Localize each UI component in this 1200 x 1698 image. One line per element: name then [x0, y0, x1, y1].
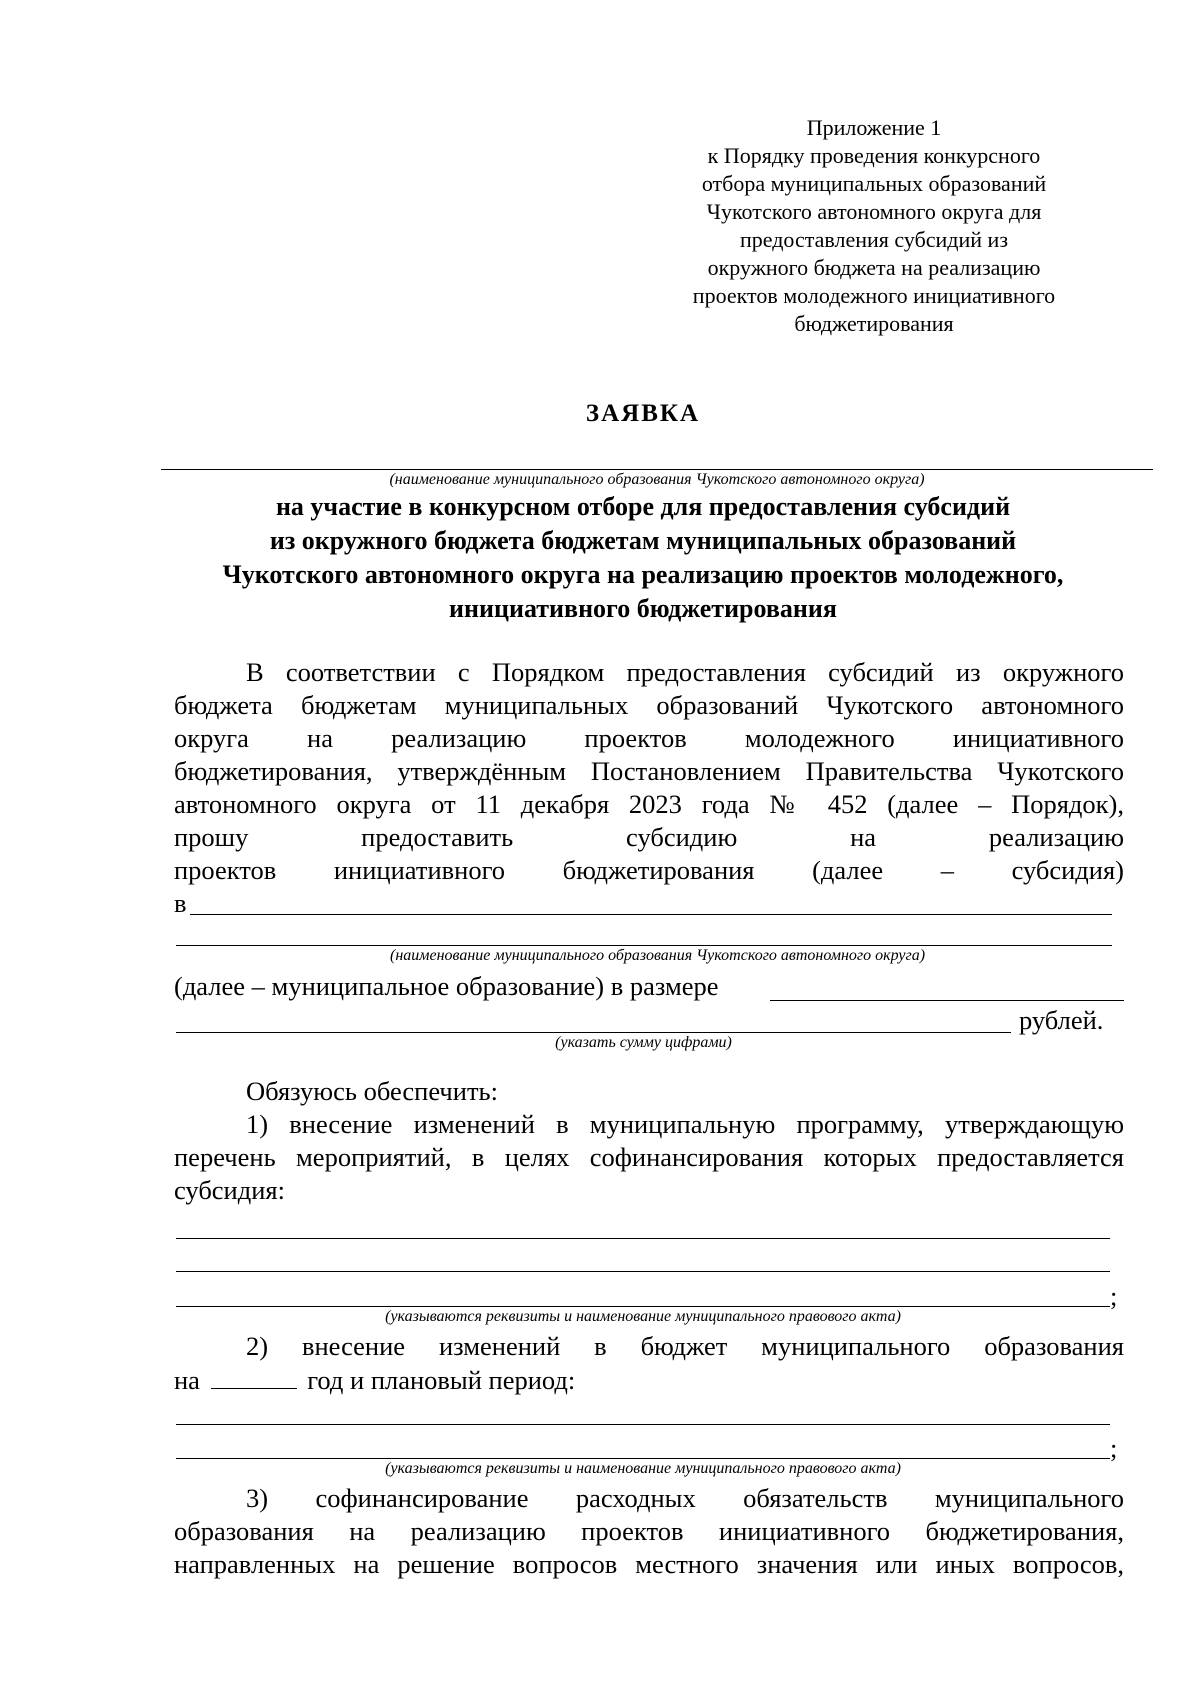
item3-line: 3) софинансирование расходных обязательств муниципального — [246, 1483, 1124, 1513]
year-field[interactable] — [211, 1364, 297, 1389]
item2-line2 — [174, 1364, 575, 1397]
obligations-intro: Обязуюсь обеспечить: — [246, 1076, 498, 1106]
municipality-name-field[interactable] — [161, 469, 1153, 470]
item2-semicolon: ; — [1110, 1433, 1118, 1463]
item1-semicolon: ; — [1110, 1281, 1118, 1311]
body-line: В соответствии с Порядком предоставления субсидий из окружного — [246, 657, 1124, 687]
appendix-line: отбора муниципальных образований — [701, 171, 1047, 196]
body-line: округа на реализацию проектов молодежного инициативного — [174, 723, 1124, 753]
appendix-line: к Порядку проведения конкурсного — [707, 143, 1041, 168]
body-line: автономного округа от 11 декабря 2023 года № 452 (далее – Порядок), — [174, 789, 1124, 819]
document-title: ЗАЯВКА — [585, 400, 701, 427]
budget-act-field-line2[interactable] — [176, 1458, 1110, 1459]
item3-line: направленных на решение вопросов местного значения или иных вопросов, — [174, 1549, 1124, 1579]
amount-field-continued[interactable] — [176, 1032, 1011, 1033]
act-caption-1: (указываются реквизиты и наименование муниципального правового акта) — [385, 1308, 901, 1325]
act-caption-2: (указываются реквизиты и наименование муниципального правового акта) — [385, 1460, 901, 1477]
item2-na: на — [174, 1365, 200, 1395]
appendix-header — [674, 114, 1074, 338]
item2-line: 2) внесение изменений в бюджет муниципального образования — [246, 1331, 1124, 1361]
document-subtitle — [130, 490, 1156, 626]
body-line: прошу предоставить субсидию на реализацию — [174, 822, 1124, 852]
item3-line: образования на реализацию проектов инициативного бюджетирования, — [174, 1516, 1124, 1546]
appendix-line: окружного бюджета на реализацию — [707, 255, 1041, 280]
amount-field[interactable] — [770, 1000, 1124, 1001]
item1-line: перечень мероприятий, в целях софинансирования которых предоставляется — [174, 1142, 1124, 1172]
act-field-line2[interactable] — [176, 1271, 1110, 1272]
item1-last: субсидия: — [174, 1175, 285, 1205]
subtitle-line: из окружного бюджета бюджетам муниципальных образований — [269, 526, 1017, 555]
municipality-caption-2: (наименование муниципального образования Чукотского автономного округа) — [390, 947, 926, 964]
amount-caption: (указать сумму цифрами) — [555, 1034, 732, 1051]
act-field-line3[interactable] — [176, 1306, 1110, 1307]
body-line: проектов инициативного бюджетирования (далее – субсидия) — [174, 855, 1124, 885]
municipality-field-line1[interactable] — [190, 914, 1112, 915]
item2-rest: год и плановый период: — [307, 1365, 576, 1395]
body-in-prefix: в — [174, 888, 187, 918]
body-line: бюджета бюджетам муниципальных образований Чукотского автономного — [174, 690, 1124, 720]
subtitle-line: на участие в конкурсном отборе для предоставления субсидий — [275, 492, 1011, 521]
municipality-caption: (наименование муниципального образования Чукотского автономного округа) — [389, 471, 925, 488]
body-line: бюджетирования, утверждённым Постановлением Правительства Чукотского — [174, 756, 1124, 786]
appendix-line: Приложение 1 — [806, 115, 942, 140]
subtitle-line: Чукотского автономного округа на реализацию проектов молодежного, — [222, 560, 1064, 589]
budget-act-field-line1[interactable] — [176, 1424, 1110, 1425]
appendix-line: Чукотского автономного округа для — [706, 199, 1042, 224]
municipality-field-line2[interactable] — [176, 945, 1112, 946]
subtitle-line: инициативного бюджетирования — [449, 594, 837, 623]
rubles-suffix: рублей. — [1019, 1005, 1104, 1035]
appendix-line: предоставления субсидий из — [739, 227, 1009, 252]
item1-line: 1) внесение изменений в муниципальную программу, утверждающую — [246, 1109, 1124, 1139]
appendix-line: бюджетирования — [794, 311, 954, 336]
amount-prefix: (далее – муниципальное образование) в размере — [174, 971, 719, 1001]
appendix-line: проектов молодежного инициативного — [692, 283, 1056, 308]
act-field-line1[interactable] — [176, 1238, 1110, 1239]
